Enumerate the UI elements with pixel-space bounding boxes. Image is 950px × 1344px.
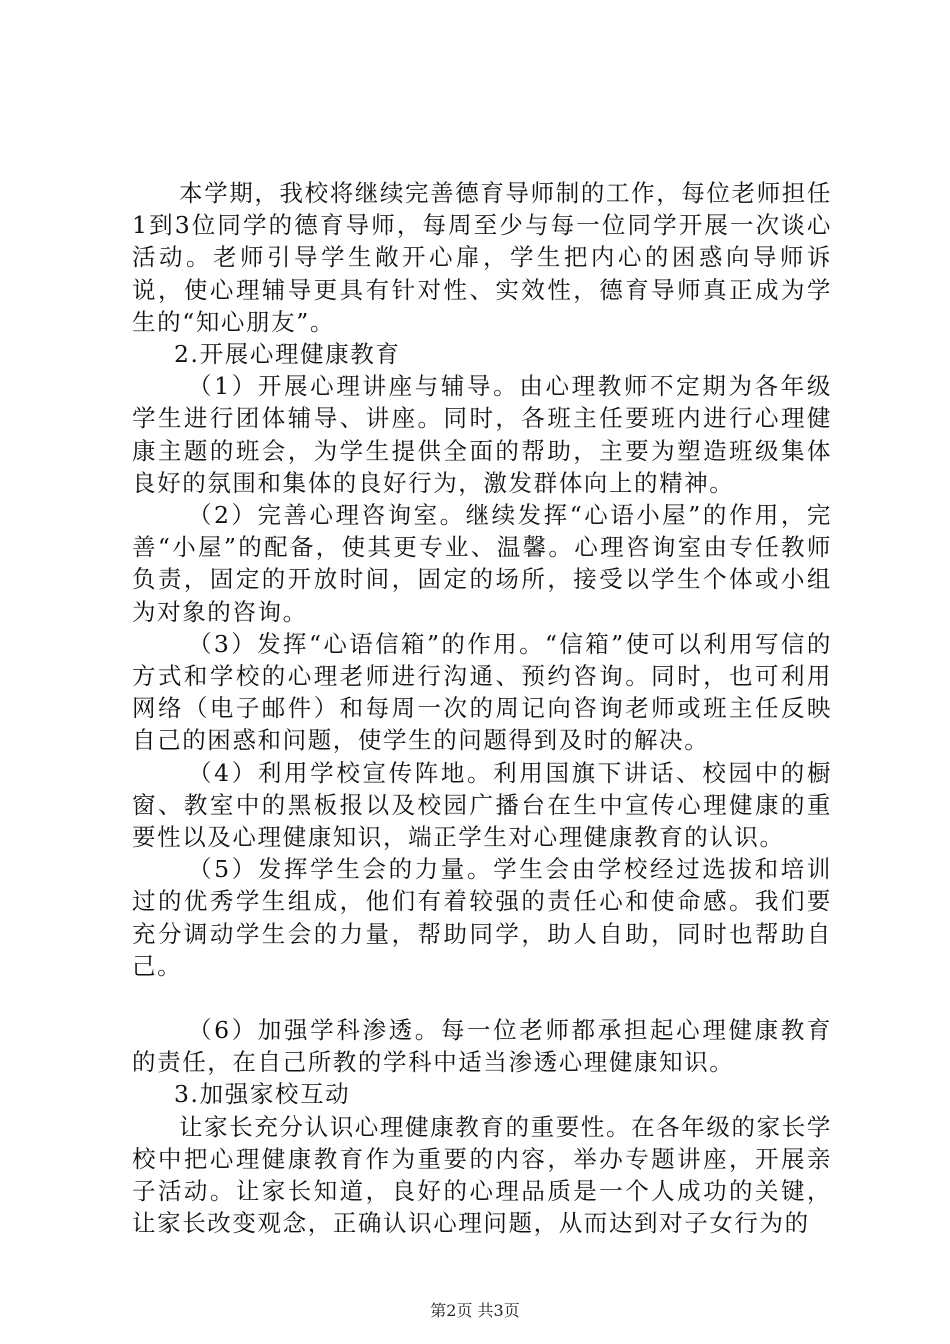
paragraph-publicity: （4）利用学校宣传阵地。利用国旗下讲话、校园中的橱窗、教室中的黑板报以及校园广播台在生中宣传心理健康的重要性以及心理健康知识，端正学生对心理健康教育的认识。 xyxy=(132,758,832,852)
section-heading-home-school: 3.加强家校互动 xyxy=(174,1080,351,1109)
paragraph-mailbox: （3）发挥“心语信箱”的作用。“信箱”使可以利用写信的方式和学校的心理老师进行沟通、预约咨询。同时，也可利用网络（电子邮件）和每周一次的周记向咨询老师或班主任反映自己的困惑和问题，使学生的问题得到及时的解决。 xyxy=(132,629,832,755)
paragraph-counseling-room: （2）完善心理咨询室。继续发挥“心语小屋”的作用，完善“小屋”的配备，使其更专业、温馨。心理咨询室由专任教师负责，固定的开放时间，固定的场所，接受以学生个体或小组为对象的咨询。 xyxy=(132,501,832,626)
document-body xyxy=(132,177,832,1240)
paragraph-subject-integration: （6）加强学科渗透。每一位老师都承担起心理健康教育的责任，在自己所教的学科中适当渗透心理健康知识。 xyxy=(132,1016,832,1077)
paragraph-parents: 让家长充分认识心理健康教育的重要性。在各年级的家长学校中把心理健康教育作为重要的内容，举办专题讲座，开展亲子活动。让家长知道，良好的心理品质是一个人成功的关键，让家长改变观念，正确认识心理问题，从而达到对子女行为的 xyxy=(132,1112,832,1238)
paragraph-student-union: （5）发挥学生会的力量。学生会由学校经过选拔和培训过的优秀学生组成，他们有着较强的责任心和使命感。我们要充分调动学生会的力量，帮助同学，助人自助，同时也帮助自己。 xyxy=(132,855,832,980)
section-heading-mental-health-education: 2.开展心理健康教育 xyxy=(174,340,401,369)
paragraph-lectures: （1）开展心理讲座与辅导。由心理教师不定期为各年级学生进行团体辅导、讲座。同时，各班主任要班内进行心理健康主题的班会，为学生提供全面的帮助，主要为塑造班级集体良好的氛围和集体的良好行为，激发群体向上的精神。 xyxy=(132,372,832,497)
paragraph-mentor-system: 本学期，我校将继续完善德育导师制的工作，每位老师担任1到3位同学的德育导师，每周至少与每一位同学开展一次谈心活动。老师引导学生敞开心扉，学生把内心的困惑向导师诉说，使心理辅导更具有针对性、实效性，德育导师真正成为学生的“知心朋友”。 xyxy=(132,179,832,336)
page-footer: 第2页 共3页 xyxy=(430,1301,520,1320)
